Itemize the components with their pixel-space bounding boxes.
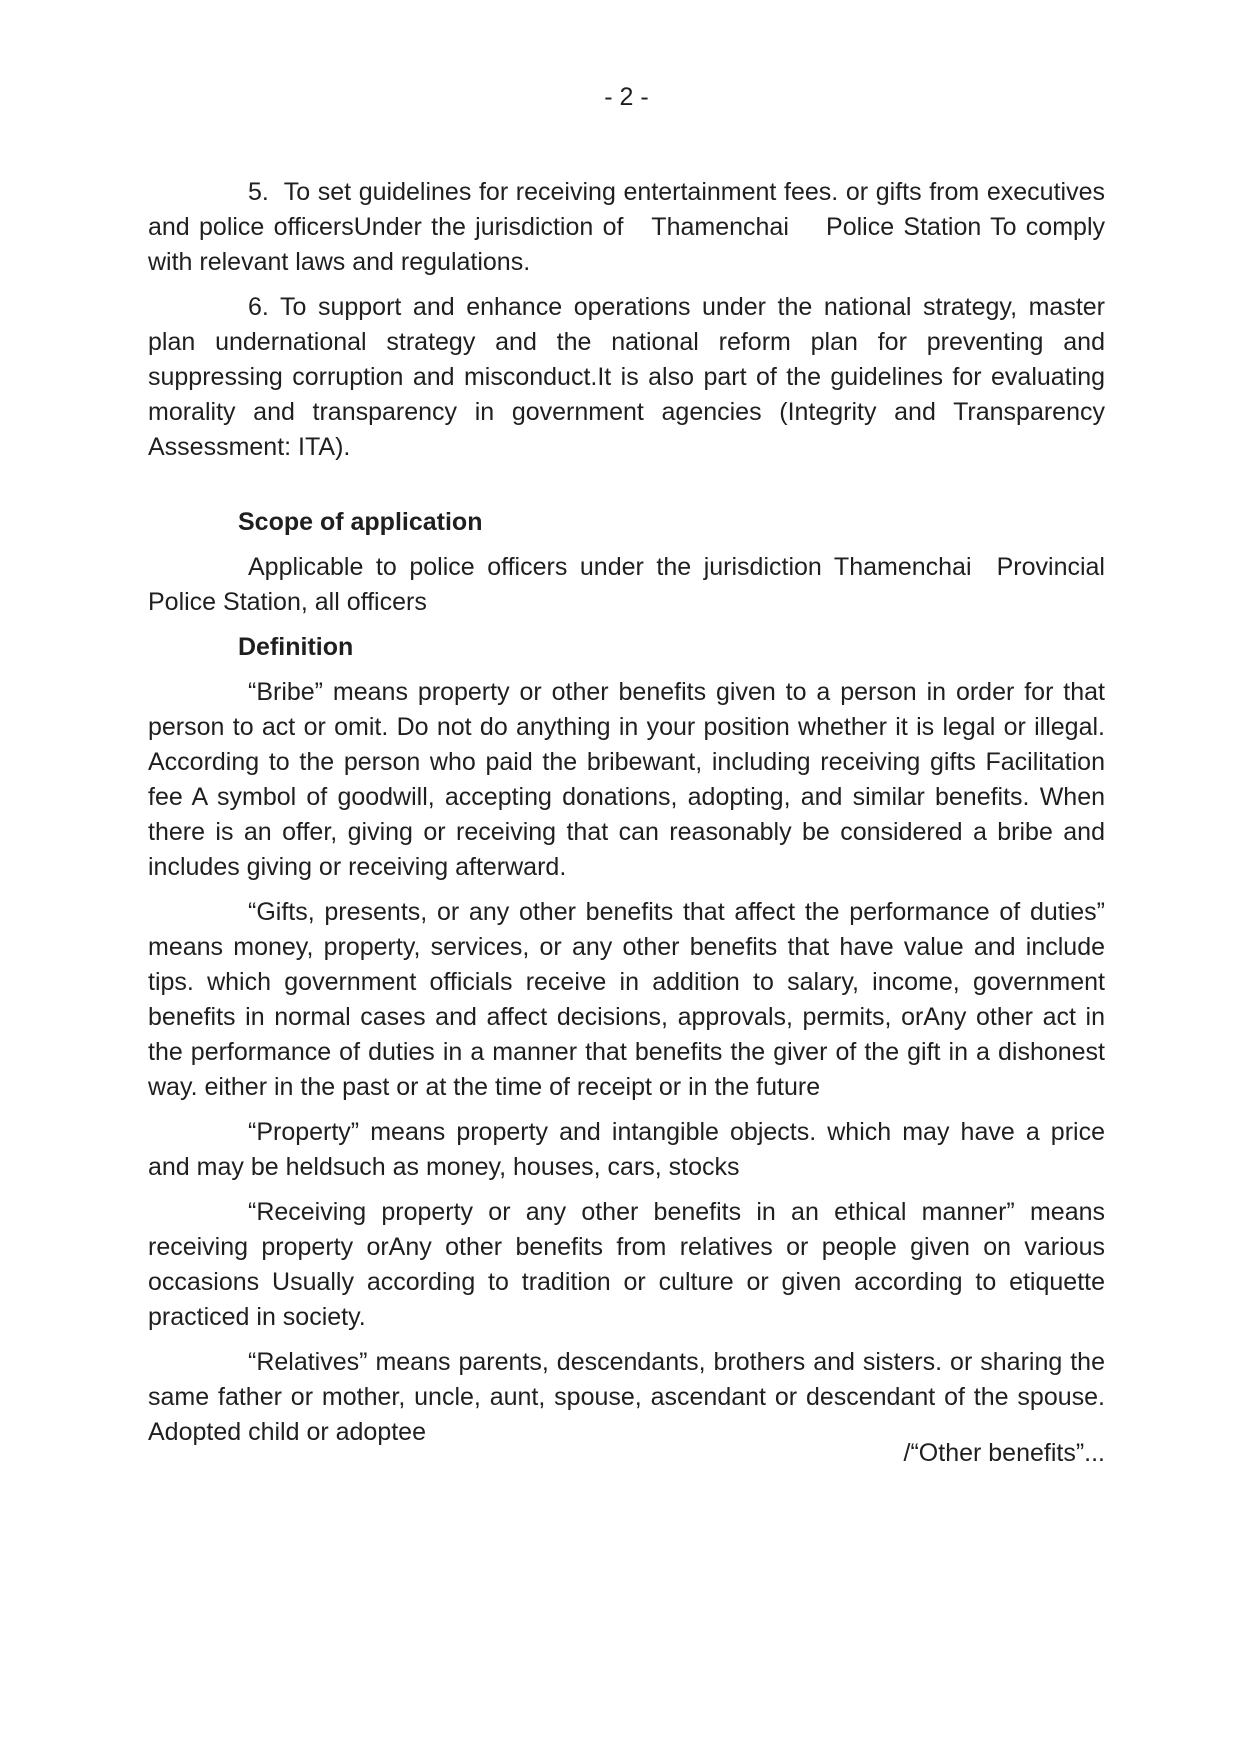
paragraph-item-5: 5. To set guidelines for receiving entertainment fees. or gifts from executives and police officersUnder the jurisdiction of Thamenchai Police Station To comply with relevant laws and regulations.	[148, 178, 1105, 276]
paragraph-definition-property: “Property” means property and intangible objects. which may have a price and may be heldsuch as money, houses, cars, stocks	[148, 1118, 1105, 1181]
paragraph-definition-receiving-property: “Receiving property or any other benefits in an ethical manner” means receiving property orAny other benefits from relatives or people given on various occasions Usually according to tradition or culture or given according to etiquette practiced in society.	[148, 1198, 1105, 1331]
heading-definition: Definition	[238, 633, 354, 661]
paragraph-definition-relatives: “Relatives” means parents, descendants, brothers and sisters. or sharing the same father or mother, uncle, aunt, spouse, ascendant or descendant of the spouse. Adopted child or adoptee	[148, 1348, 1105, 1446]
footer-continuation-note: /“Other benefits”...	[903, 1439, 1105, 1467]
paragraph-scope-applicability: Applicable to police officers under the jurisdiction Thamenchai Provincial Police Station, all officers	[148, 553, 1105, 616]
paragraph-item-6: 6. To support and enhance operations under the national strategy, master plan undernational strategy and the national reform plan for preventing and suppressing corruption and misconduct.It is also part of the guidelines for evaluating morality and transparency in government agencies (Integrity and Transparency Assessment: ITA).	[148, 293, 1105, 461]
paragraph-definition-gifts: “Gifts, presents, or any other benefits that affect the performance of duties” means money, property, services, or any other benefits that have value and include tips. which government officials receive in addition to salary, income, government benefits in normal cases and affect decisions, approvals, permits, orAny other act in the performance of duties in a manner that benefits the giver of the gift in a dishonest way. either in the past or at the time of receipt or in the future	[148, 898, 1105, 1101]
heading-scope-of-application: Scope of application	[238, 508, 483, 536]
page-number: - 2 -	[604, 83, 649, 111]
paragraph-definition-bribe: “Bribe” means property or other benefits given to a person in order for that person to act or omit. Do not do anything in your position whether it is legal or illegal. According to the person who paid the bribewant, including receiving gifts Facilitation fee A symbol of goodwill, accepting donations, adopting, and similar benefits. When there is an offer, giving or receiving that can reasonably be considered a bribe and includes giving or receiving afterward.	[148, 678, 1105, 881]
